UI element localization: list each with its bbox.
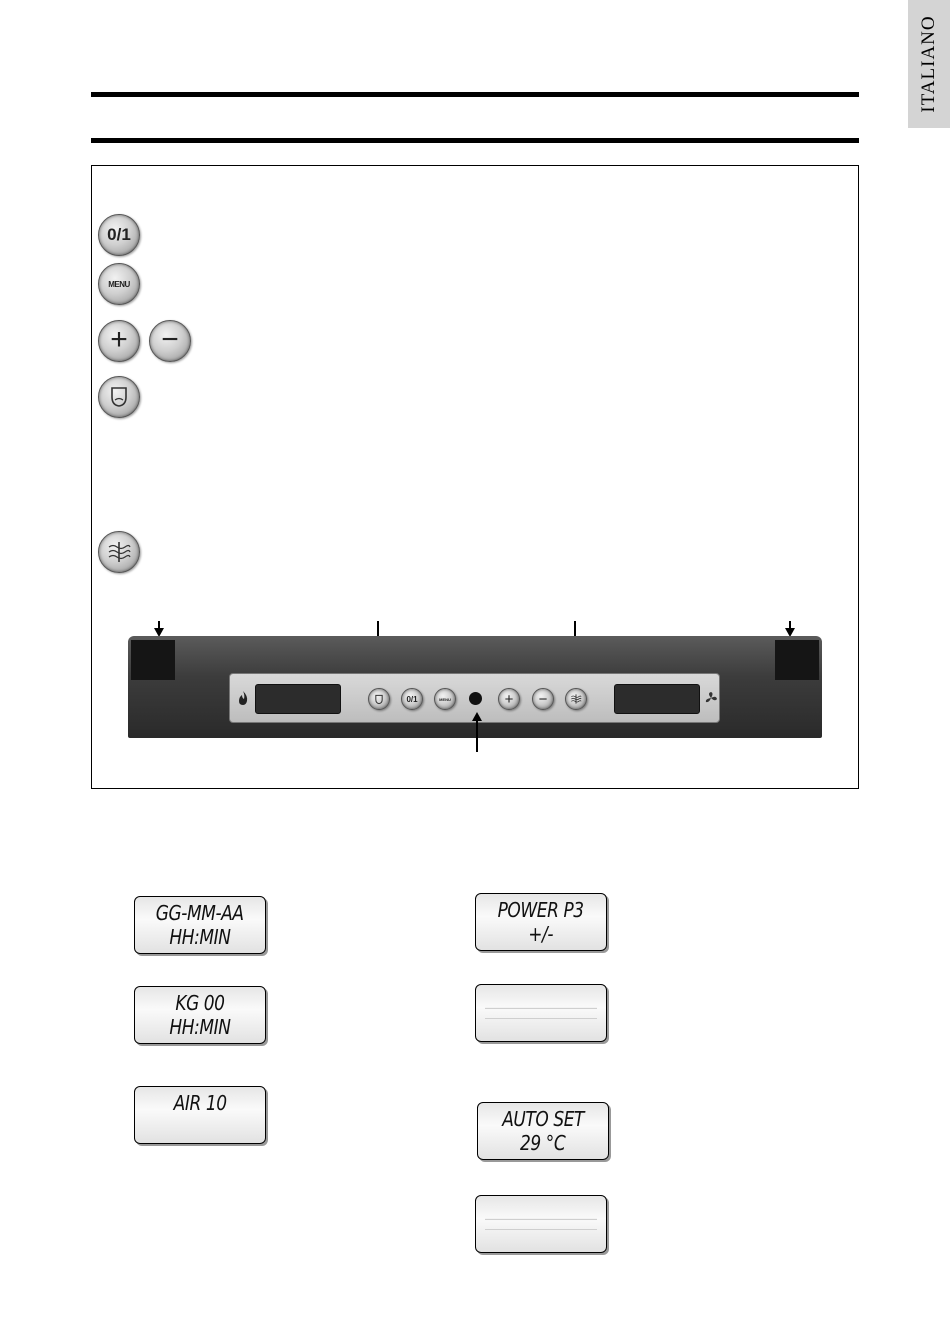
header-rule-top [91,92,859,97]
lcd-blank-segment [485,1218,597,1220]
power-button-icon [98,214,140,256]
lcd-line-2: 29 °C [520,1131,566,1155]
panel-power-button[interactable] [401,688,423,710]
lcd-line-1: KG 00 [175,991,225,1015]
panel-display-right [614,684,700,714]
header-rule-bottom [91,138,859,143]
lcd-power [475,893,607,951]
panel-minus-label: − [538,690,548,708]
lcd-auto-set [477,1102,609,1160]
arrow-sensor-head [472,712,482,721]
minus-button-label: − [161,322,179,356]
panel-sensor-dot [469,692,482,705]
plus-button-icon [98,320,140,362]
lcd-kg [134,986,266,1044]
lcd-blank-1 [475,984,607,1042]
lcd-line-2: HH:MIN [169,1015,231,1039]
power-button-label: 0/1 [107,225,131,244]
pellet-hopper-icon [374,694,384,705]
panel-plus-button[interactable] [498,688,520,710]
lcd-blank-segment [485,1228,597,1230]
menu-button-label: MENU [108,279,130,289]
lcd-line-1: POWER P3 [497,898,585,922]
lcd-blank-segment [485,1007,597,1009]
panel-minus-button[interactable] [532,688,554,710]
panel-menu-button[interactable] [434,688,456,710]
pellet-load-button-icon [98,376,140,418]
fan-icon [704,691,718,705]
heat-waves-icon [570,693,582,705]
panel-display-left [255,684,341,714]
stove-right-cap [775,640,819,680]
lcd-line-2: HH:MIN [169,925,231,949]
lcd-date-time [134,896,266,954]
panel-plus-label: + [504,690,514,708]
stove-left-cap [131,640,175,680]
lcd-line-1: GG-MM-AA [156,901,244,925]
panel-power-label: 0/1 [406,694,418,704]
lcd-blank-segment [485,1017,597,1019]
lcd-line-1: AUTO SET [502,1107,584,1131]
heat-waves-icon [106,539,132,565]
panel-pellet-button[interactable] [368,688,390,710]
lcd-line-2: +/- [528,922,554,946]
panel-menu-label: MENU [439,696,451,702]
language-tab [908,0,950,128]
panel-water-button[interactable] [565,688,587,710]
pellet-hopper-icon [108,385,130,409]
lcd-air [134,1086,266,1144]
lcd-blank-2 [475,1195,607,1253]
arrow-sensor [476,718,478,752]
language-tab-label: ITALIANO [918,15,939,113]
plus-button-label: + [110,322,128,356]
menu-button-icon [98,263,140,305]
water-heating-button-icon [98,531,140,573]
minus-button-icon [149,320,191,362]
lcd-line-1: AIR 10 [173,1091,227,1115]
flame-icon [236,690,250,706]
